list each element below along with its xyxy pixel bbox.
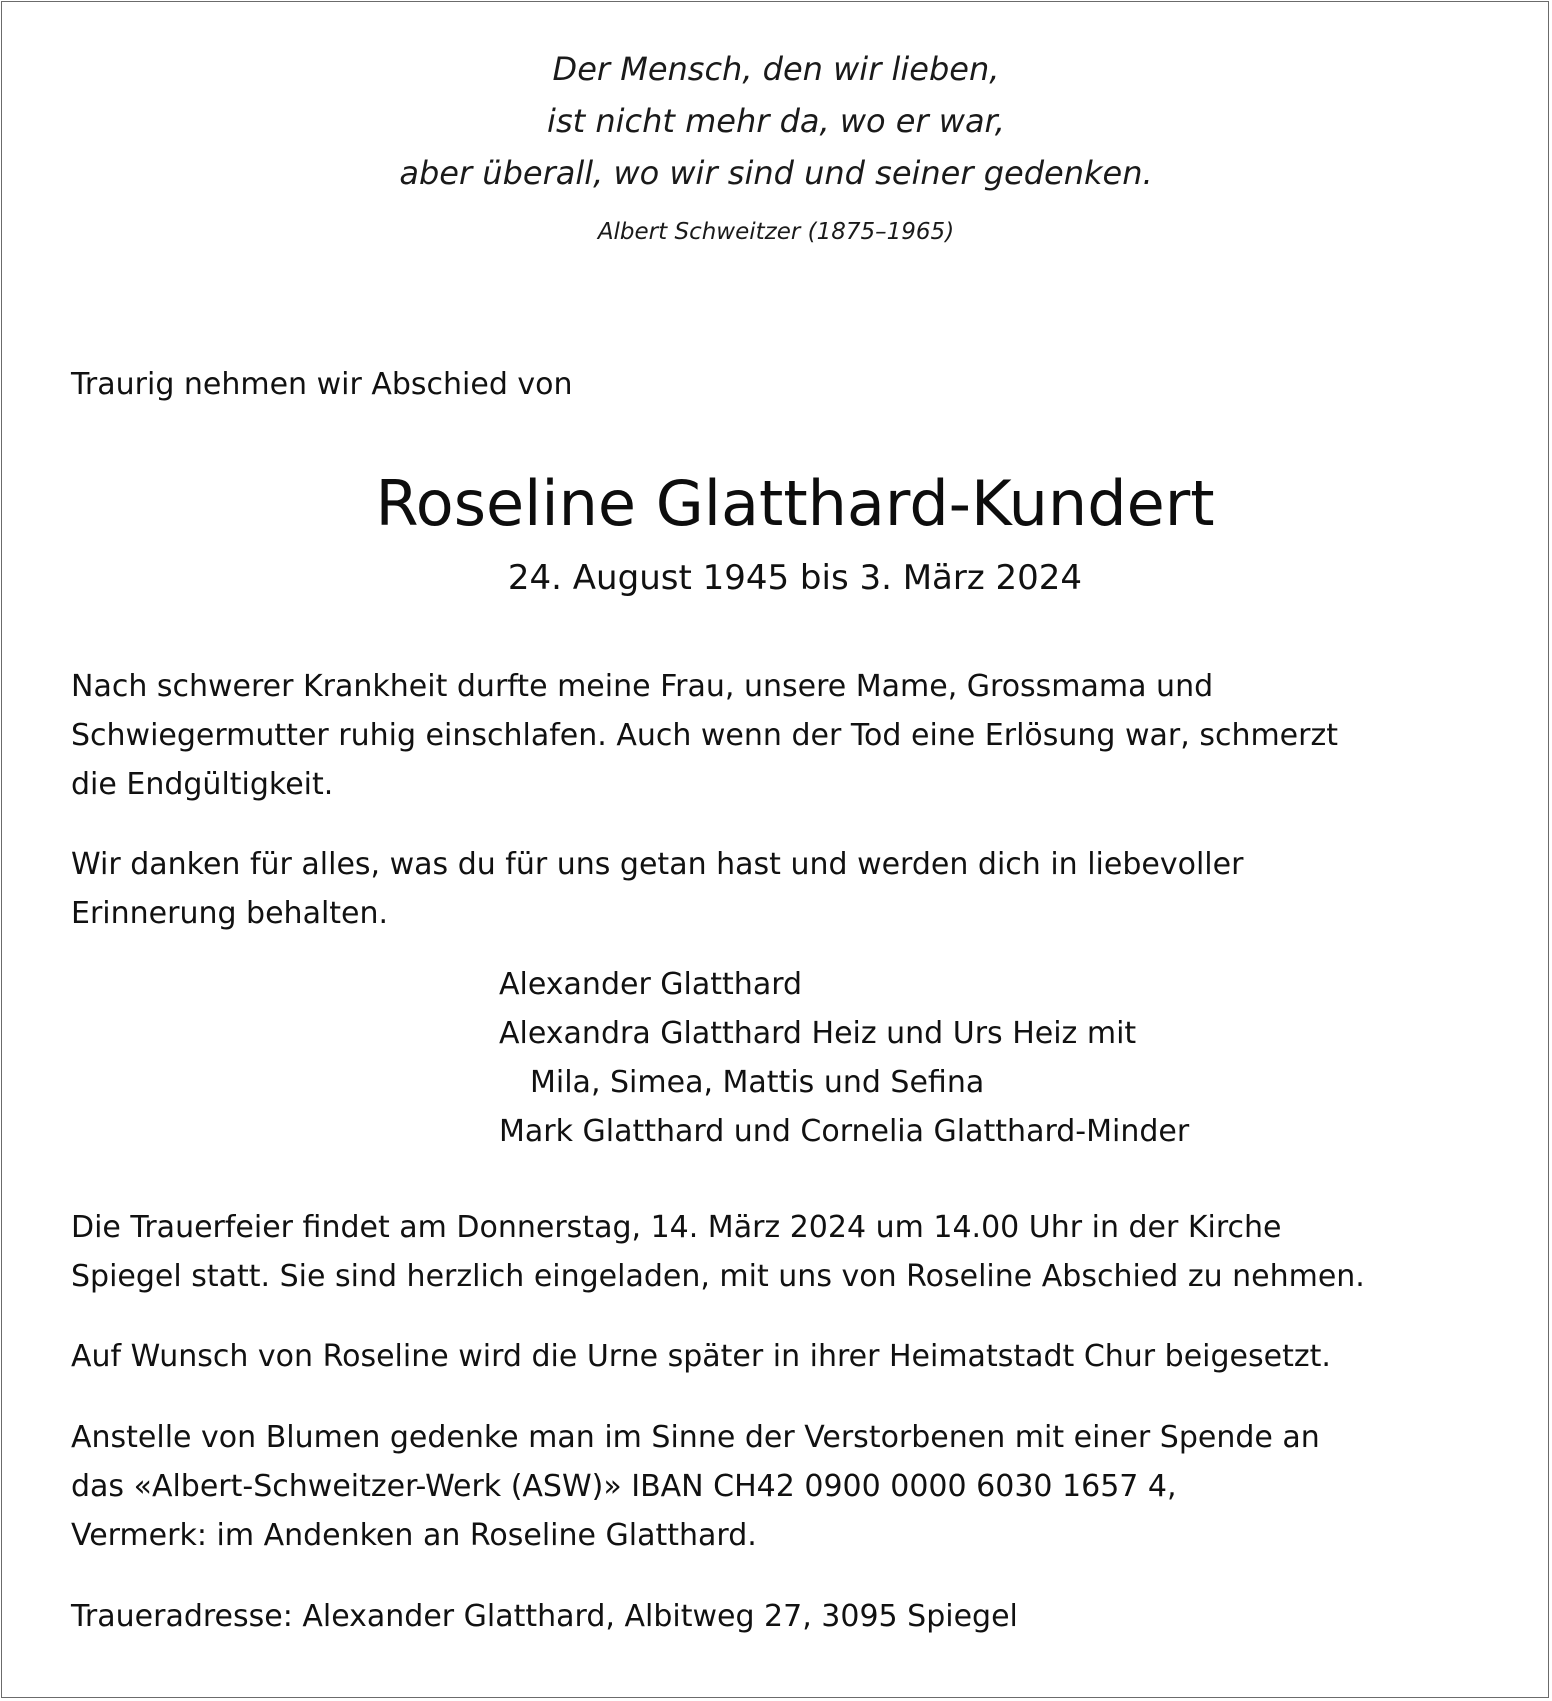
quote-line-2: ist nicht mehr da, wo er war,: [547, 102, 1005, 140]
ceremony-paragraph: [71, 1203, 1491, 1301]
message-paragraph-2-line-2: Erinnerung behalten.: [71, 896, 389, 931]
message-paragraph-1-line-1: Nach schwerer Krankheit durfte meine Frau, unsere Mame, Grossmama und: [71, 669, 1214, 704]
donation-line-2: das «Albert-Schweitzer-Werk (ASW)» IBAN CH42 0900 0000 6030 1657 4,: [71, 1469, 1177, 1504]
message-paragraph-2-line-1: Wir danken für alles, was du für uns getan hast und werden dich in liebevoller: [71, 847, 1244, 882]
ceremony-line-1: Die Trauerfeier findet am Donnerstag, 14. März 2024 um 14.00 Uhr in der Kirche: [71, 1210, 1282, 1245]
donation-paragraph: [71, 1413, 1491, 1560]
intro-text: Traurig nehmen wir Abschied von: [71, 367, 573, 402]
quote-line-3: aber überall, wo wir sind und seiner gedenken.: [399, 154, 1153, 192]
mourner-2: Alexandra Glatthard Heiz und Urs Heiz mit: [499, 1016, 1137, 1051]
urn-paragraph: [71, 1332, 1491, 1381]
deceased-dates: 24. August 1945 bis 3. März 2024: [507, 558, 1083, 598]
mourner-4: Mark Glatthard und Cornelia Glatthard-Minder: [499, 1114, 1190, 1149]
message-paragraph-2: [71, 840, 1491, 938]
donation-line-1: Anstelle von Blumen gedenke man im Sinne der Verstorbenen mit einer Spende an: [71, 1420, 1320, 1455]
message-paragraph-1-line-2: Schwiegermutter ruhig einschlafen. Auch wenn der Tod eine Erlösung war, schmerzt: [71, 718, 1338, 753]
mourner-3: Mila, Simea, Mattis und Sefina: [530, 1065, 985, 1100]
deceased-name: Roseline Glatthard-Kundert: [375, 467, 1215, 540]
message-paragraph-1-line-3: die Endgültigkeit.: [71, 767, 334, 802]
mourning-address: [71, 1592, 1491, 1641]
message-paragraph-1: [71, 662, 1491, 809]
mourners-list: [499, 960, 1189, 1156]
quote-line-1: Der Mensch, den wir lieben,: [552, 50, 1000, 88]
donation-line-3: Vermerk: im Andenken an Roseline Glatthard.: [71, 1518, 757, 1553]
quote-author: Albert Schweitzer (1875–1965): [597, 219, 955, 245]
ceremony-line-2: Spiegel statt. Sie sind herzlich eingeladen, mit uns von Roseline Abschied zu nehmen.: [71, 1259, 1365, 1294]
mourner-1: Alexander Glatthard: [499, 967, 803, 1002]
mourning-address-line: Traueradresse: Alexander Glatthard, Albitweg 27, 3095 Spiegel: [71, 1599, 1018, 1634]
urn-line: Auf Wunsch von Roseline wird die Urne später in ihrer Heimatstadt Chur beigesetzt.: [71, 1339, 1331, 1374]
